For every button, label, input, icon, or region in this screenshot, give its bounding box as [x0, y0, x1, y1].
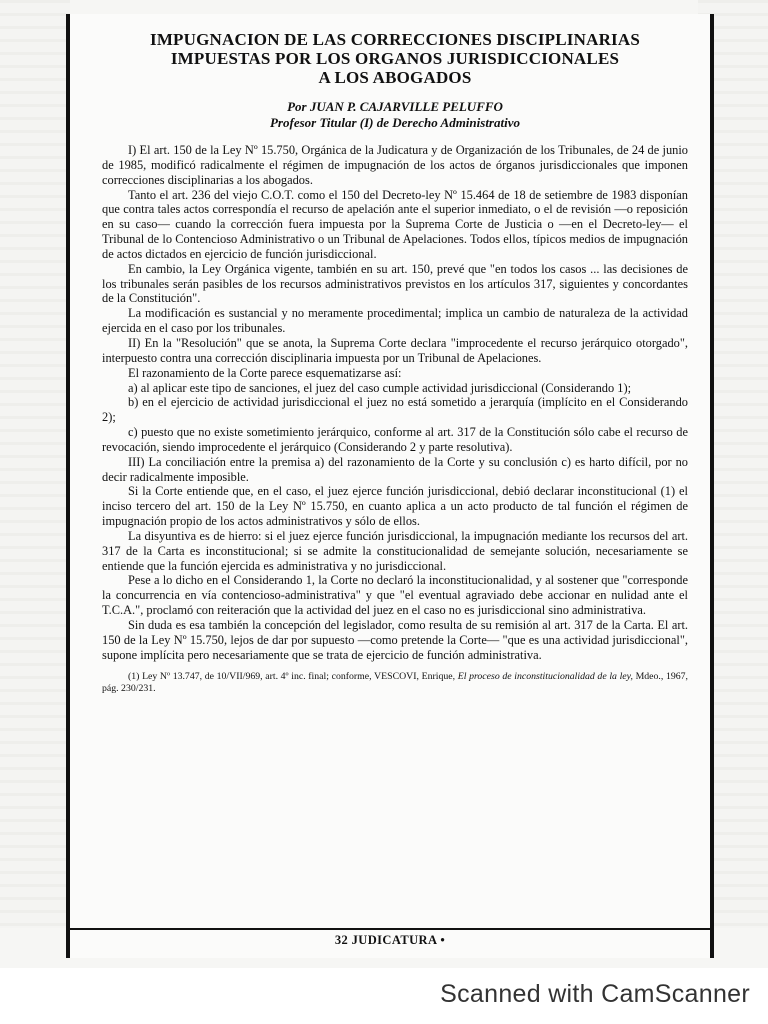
- title-line: IMPUGNACION DE LAS CORRECCIONES DISCIPLINARIAS: [150, 30, 640, 49]
- page-number-label: 32 JUDICATURA: [334, 933, 438, 947]
- paragraph: Pese a lo dicho en el Considerando 1, la Corte no declaró la inconstitucionalidad, y al sostener que "corresponde la concurrencia en vía contencioso-administrativa" y que "el eventual agraviado debe accionar en nulidad ante el T.C.A.", proclamó con reiteración que la actividad del juez en el caso no es jurisdiccional sino administrativa.: [102, 573, 688, 618]
- byline: [102, 99, 688, 131]
- author-role: Profesor Titular (I) de Derecho Administrativo: [269, 115, 520, 130]
- footnote-cited-title: El proceso de inconstitucionalidad de la ley,: [457, 670, 633, 682]
- paragraph: Sin duda es esa también la concepción del legislador, como resulta de su remisión al art. 317 de la Carta. El art. 150 de la Ley Nº 15.750, lejos de dar por supuesto —como pretende la Corte— "que es una actividad jurisdiccional", supone implícita pero necesariamente que se trata de ejercicio de función administrativa.: [102, 618, 688, 662]
- footnote-text: (1) Ley Nº 13.747, de 10/VII/969, art. 4º inc. final; conforme, VESCOVI, Enrique,: [128, 670, 458, 682]
- camscanner-watermark: Scanned with CamScanner: [440, 980, 750, 1008]
- facing-page-bleed-left: [0, 0, 70, 928]
- article-body: [102, 143, 688, 663]
- footnote-text-end: Mdeo., 1967, pág. 230/231.: [102, 670, 689, 694]
- author-name: Por JUAN P. CAJARVILLE PELUFFO: [287, 99, 503, 114]
- footnote: [102, 671, 688, 695]
- title-line: A LOS ABOGADOS: [318, 68, 472, 87]
- page-footer: [66, 930, 714, 950]
- paragraph: El razonamiento de la Corte parece esquematizarse así:: [128, 365, 402, 380]
- footer-bullet: •: [440, 933, 446, 947]
- paragraph: La disyuntiva es de hierro: si el juez ejerce función jurisdiccional, la impugnación mediante los recursos del art. 317 de la Carta es inconstitucional; si se admite la constitucionalidad de semejante solución, necesariamente se entiende que la función ejercida es administrativa y no jurisdiccional.: [102, 528, 688, 573]
- paragraph: La modificación es sustancial y no meramente procedimental; implica un cambio de naturaleza de la actividad ejercida en el caso por los tribunales.: [102, 306, 688, 336]
- paragraph: Tanto el art. 236 del viejo C.O.T. como el 150 del Decreto-ley Nº 15.464 de 18 de setiembre de 1983 disponían que contra tales actos correspondía el recurso de apelación ante el superior inmediato, o el de revisión —o reposición en su caso— cuando la corrección fuera impuesta por la Suprema Corte de Justicia o —en el Decreto-ley— el Tribunal de lo Contencioso Administrativo o un Tribunal de Apelaciones. Todos ellos, típicos medios de impugnación de actos dictados en ejercicio de función jurisdiccional.: [102, 187, 688, 261]
- article-content: [102, 30, 688, 695]
- paragraph: Si la Corte entiende que, en el caso, el juez ejerce función jurisdiccional, debió declarar inconstitucional (1) el inciso tercero del art. 150 de la Ley Nº 15.750, en cuanto aplica a un acto producto de tal función el régimen de impugnación propio de los actos administrativos y sólo de ellos.: [102, 484, 688, 529]
- paragraph: I) El art. 150 de la Ley Nº 15.750, Orgánica de la Judicatura y de Organización de los Tribunales, de 24 de junio de 1985, modificó radicalmente el régimen de impugnación de los actos de órganos jurisdiccionales que imponen correcciones disciplinarias a los abogados.: [102, 143, 688, 187]
- title-line: IMPUESTAS POR LOS ORGANOS JURISDICCIONALES: [170, 49, 620, 68]
- paragraph: b) en el ejercicio de actividad jurisdiccional el juez no está sometido a jerarquía (implícito en el Considerando 2);: [102, 395, 688, 425]
- paragraph: a) al aplicar este tipo de sanciones, el juez del caso cumple actividad jurisdiccional (Considerando 1);: [128, 380, 632, 395]
- article-title: [102, 30, 688, 87]
- paragraph: En cambio, la Ley Orgánica vigente, también en su art. 150, prevé que "en todos los casos ... las decisiones de los tribunales serán pasibles de los recursos administrativos previstos en los artículos 317, siguientes y concordantes de la Constitución".: [102, 261, 688, 306]
- paragraph: III) La conciliación entre la premisa a) del razonamiento de la Corte y su conclusión c) es harto difícil, por no decir radicalmente imposible.: [102, 454, 688, 484]
- paragraph: c) puesto que no existe sometimiento jerárquico, conforme al art. 317 de la Constitución sólo cabe el recurso de revocación, siendo improcedente el jerárquico (Considerando 2 y parte resolutiva).: [102, 425, 688, 454]
- paragraph: II) En la "Resolución" que se anota, la Suprema Corte declara "improcedente el recurso jerárquico otorgado", interpuesto contra una corrección disciplinaria impuesta por un Tribunal de Apelaciones.: [102, 335, 688, 365]
